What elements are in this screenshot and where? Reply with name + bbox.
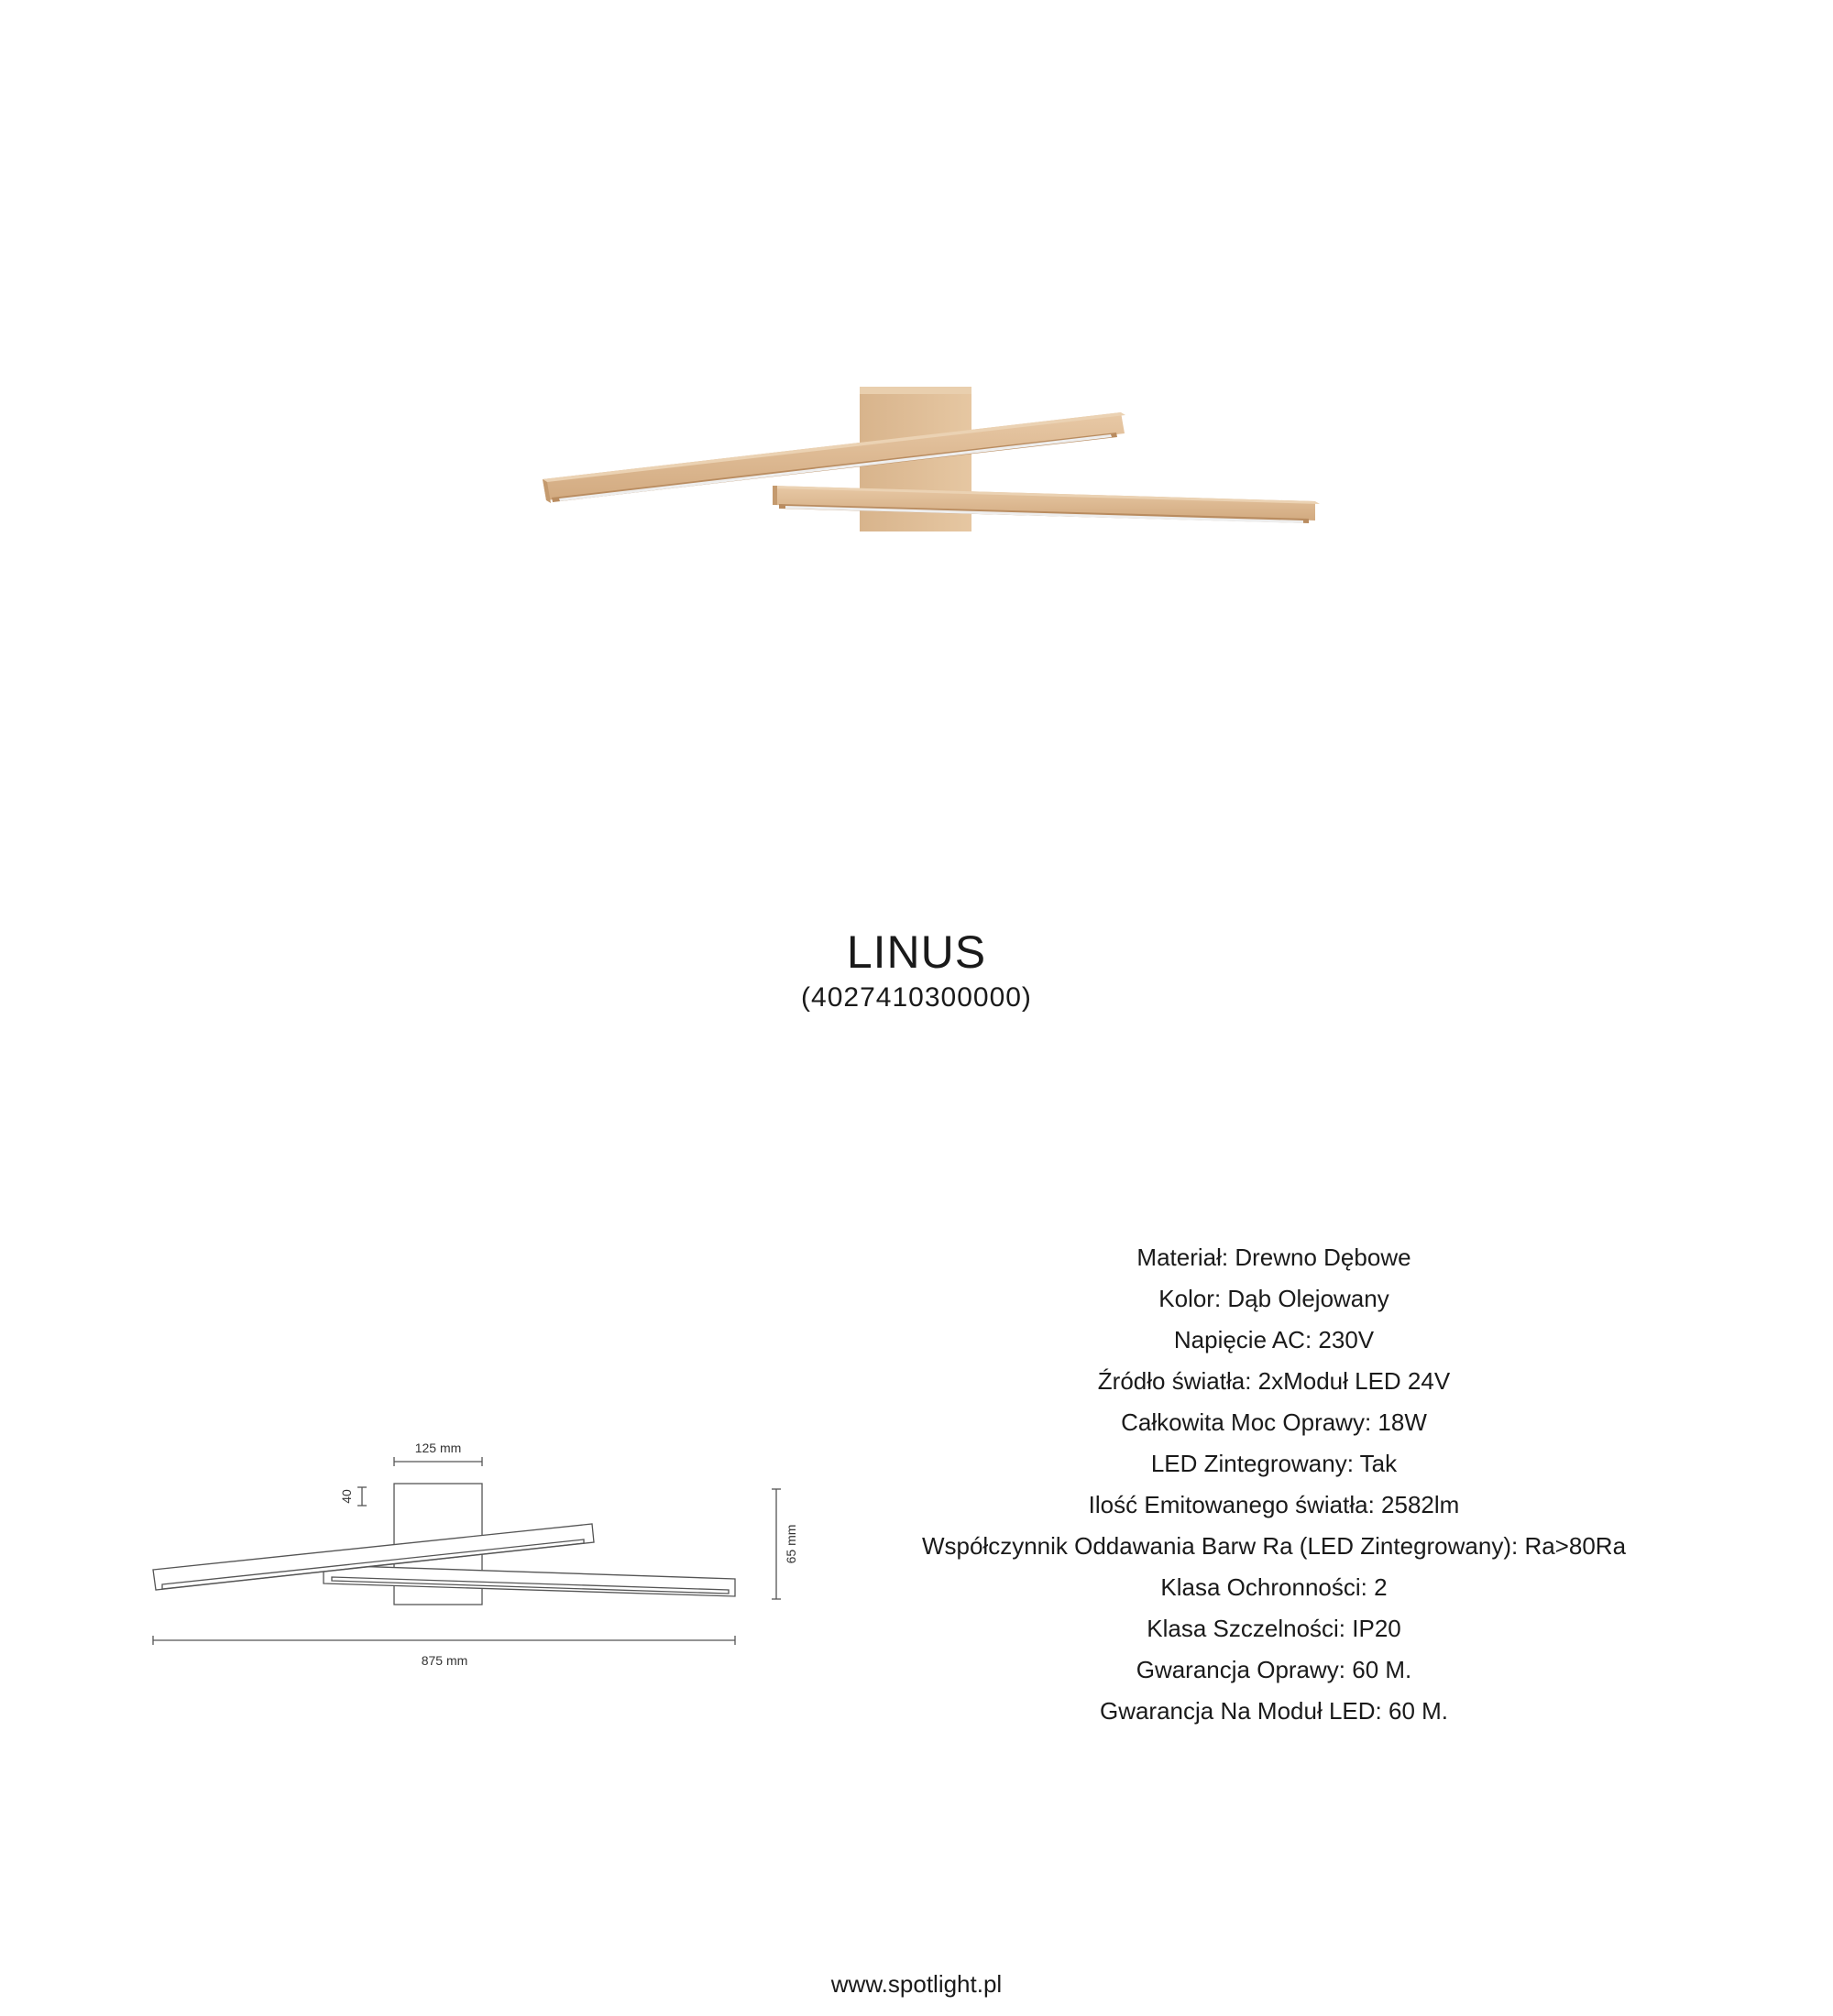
spec-voltage: Napięcie AC: 230V — [1173, 1326, 1375, 1353]
dim-top-width: 125 mm — [414, 1441, 462, 1455]
product-photo — [513, 367, 1338, 568]
product-code: (4027410300000) — [801, 982, 1032, 1013]
spec-material: Materiał: Drewno Dębowe — [1136, 1244, 1411, 1271]
dim-base-height: 40 — [339, 1489, 354, 1504]
lamp-bar-lower — [773, 486, 1320, 523]
spec-luminous-flux: Ilość Emitowanego światła: 2582lm — [1088, 1491, 1460, 1518]
spec-light-source: Źródło światła: 2xModuł LED 24V — [1097, 1367, 1451, 1395]
spec-warranty-fixture: Gwarancja Oprawy: 60 M. — [1136, 1656, 1412, 1683]
spec-protection-class: Klasa Ochronności: 2 — [1160, 1573, 1388, 1601]
website-link[interactable]: www.spotlight.pl — [830, 1970, 1003, 1998]
spec-ip-rating: Klasa Szczelności: IP20 — [1147, 1615, 1401, 1642]
spec-cri: Współczynnik Oddawania Barw Ra (LED Zintegrowany): Ra>80Ra — [921, 1532, 1627, 1560]
dim-total-height: 65 mm — [784, 1524, 798, 1564]
spec-color: Kolor: Dąb Olejowany — [1158, 1285, 1389, 1312]
spec-warranty-led: Gwarancja Na Moduł LED: 60 M. — [1099, 1697, 1449, 1725]
product-name: LINUS — [846, 926, 987, 978]
spec-list — [912, 1237, 1636, 1732]
dim-total-length: 875 mm — [421, 1653, 468, 1668]
spec-integrated-led: LED Zintegrowany: Tak — [1150, 1450, 1398, 1477]
dimension-diagram — [137, 1416, 816, 1682]
spec-total-power: Całkowita Moc Oprawy: 18W — [1121, 1408, 1427, 1436]
